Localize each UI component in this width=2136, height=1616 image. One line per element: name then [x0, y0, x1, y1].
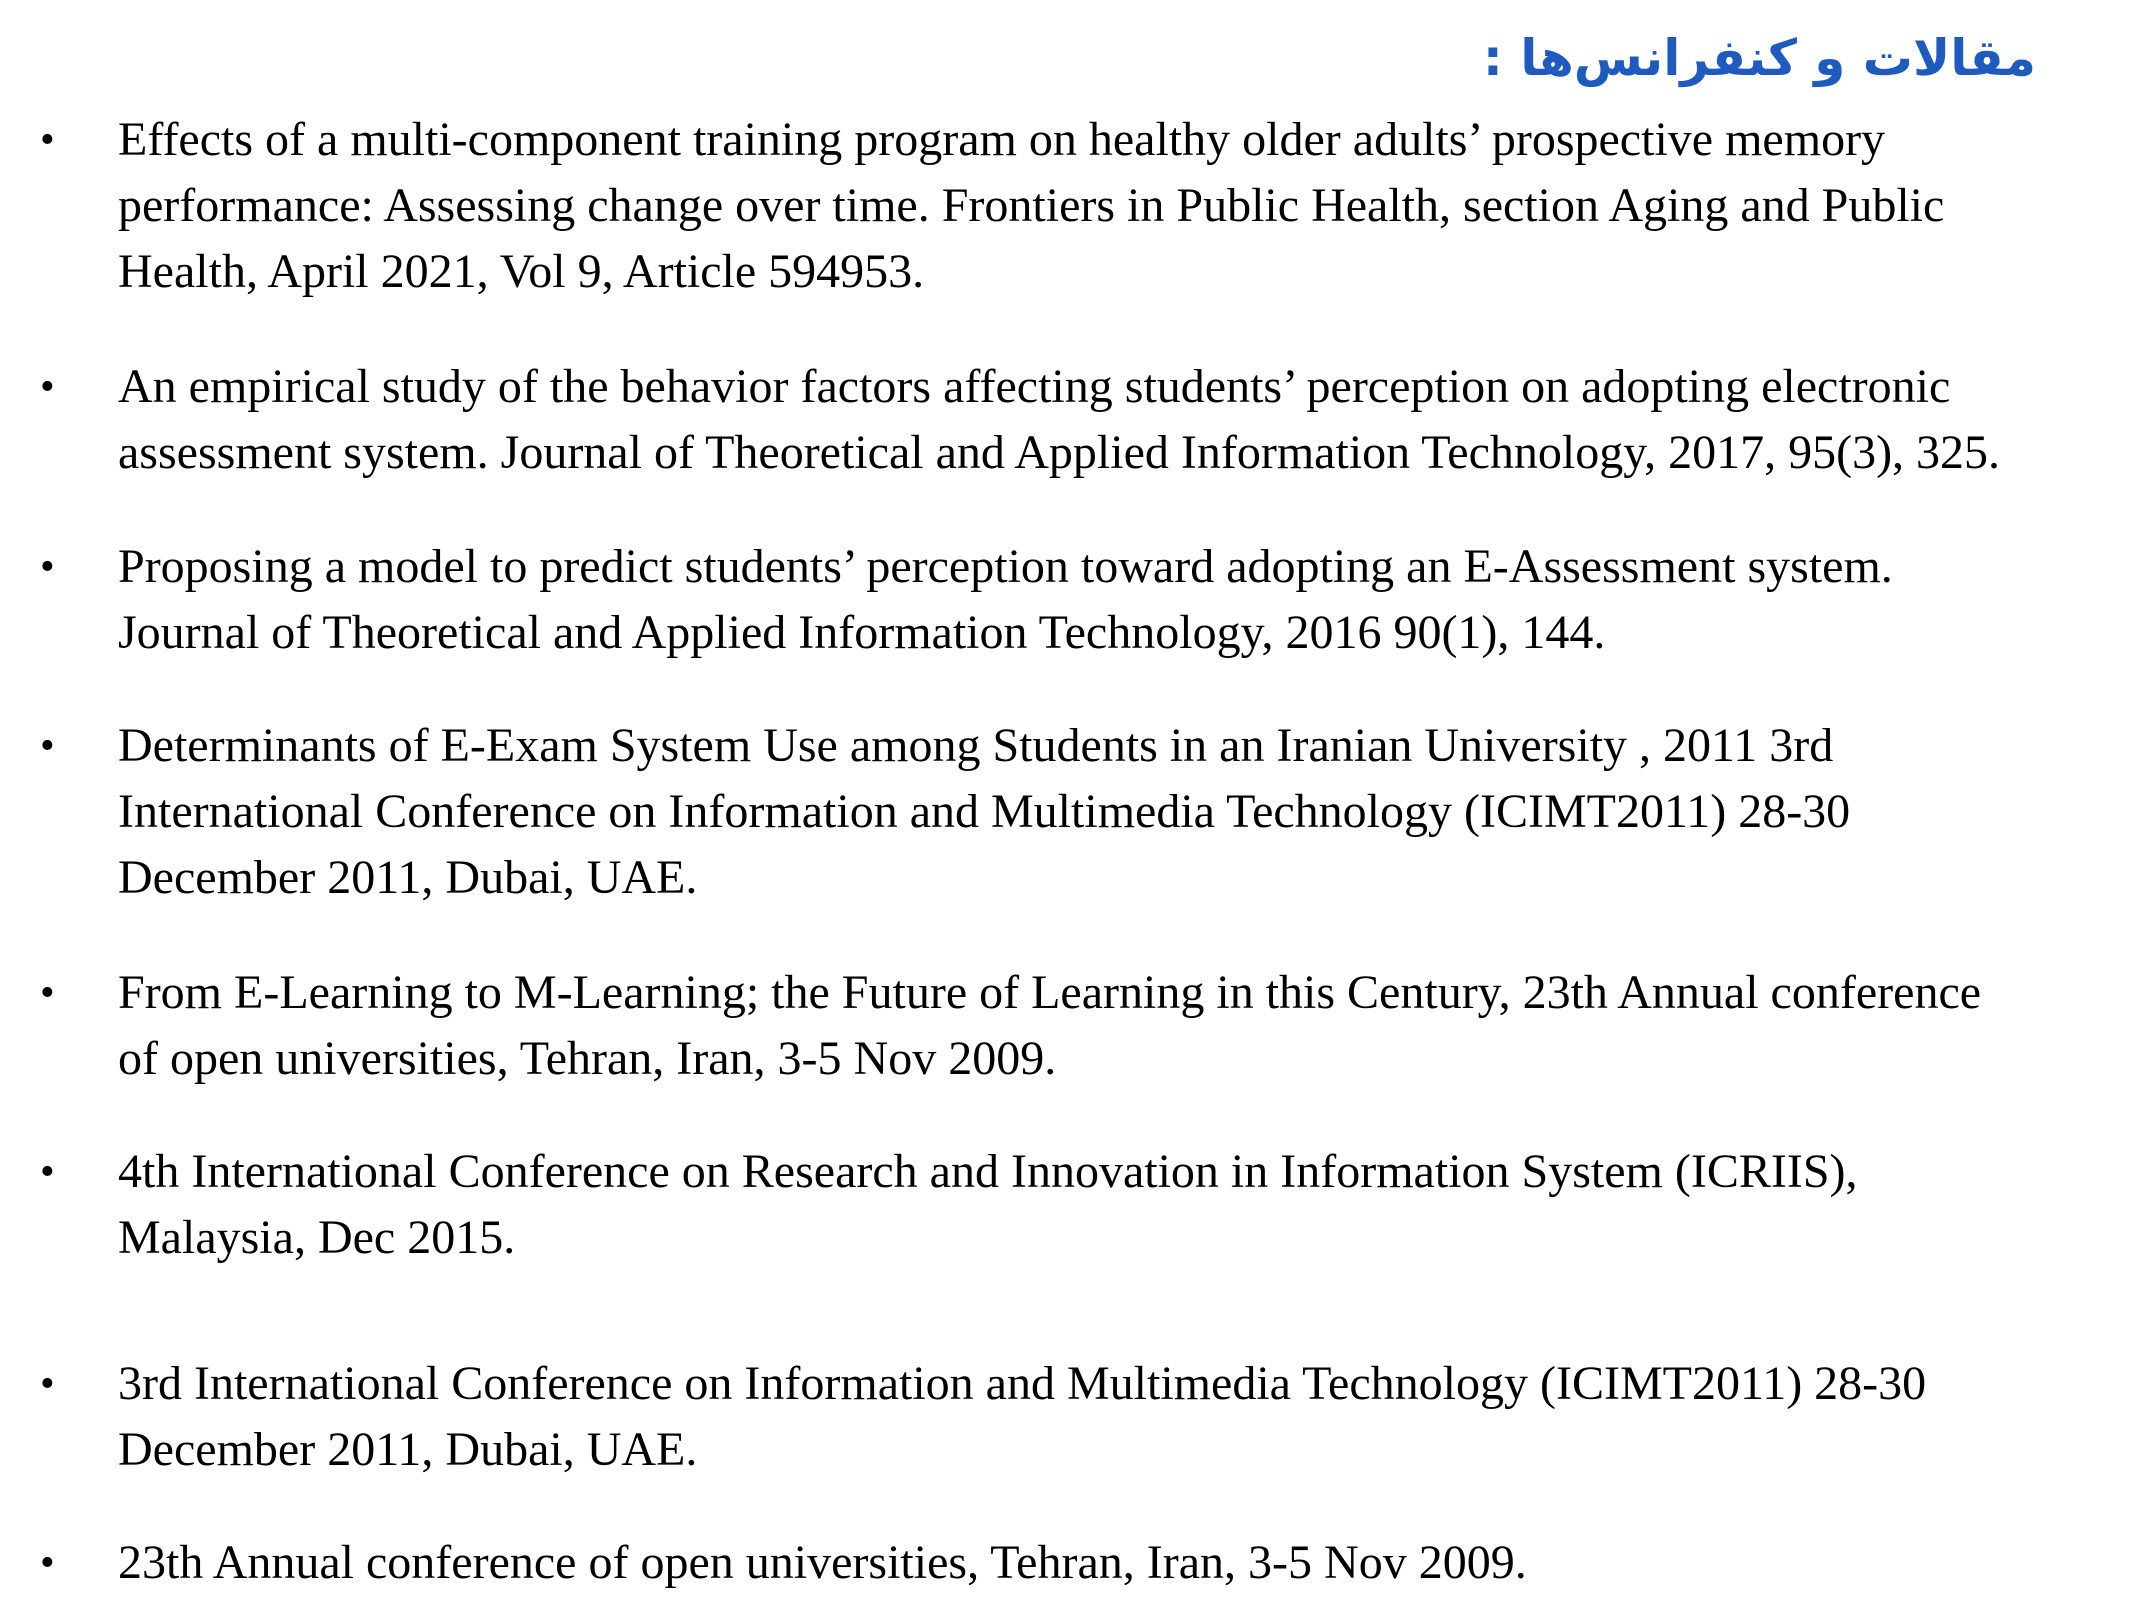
publication-item [40, 1351, 2118, 1483]
publication-line: Effects of a multi-component training program on healthy older adults’ prospective memory [118, 113, 1886, 166]
publication-item [40, 107, 2118, 305]
publication-item [40, 960, 2118, 1092]
section-heading: مقالات و کنفرانس‌ها : [1482, 29, 2036, 87]
publication-line: 3rd International Conference on Information and Multimedia Technology (ICIMT2011) 28-30 [118, 1357, 1927, 1410]
bullet-icon: • [40, 1361, 55, 1407]
publication-item [40, 1530, 2118, 1596]
publication-line: Health, April 2021, Vol 9, Article 594953. [118, 245, 925, 298]
publication-line: 23th Annual conference of open universities, Tehran, Iran, 3-5 Nov 2009. [118, 1536, 1527, 1589]
publication-line: December 2011, Dubai, UAE. [118, 1423, 698, 1476]
publication-item [40, 534, 2118, 666]
publication-line: Malaysia, Dec 2015. [118, 1211, 516, 1264]
publication-line: From E-Learning to M-Learning; the Future of Learning in this Century, 23th Annual conference [118, 966, 1982, 1019]
publication-line: assessment system. Journal of Theoretical and Applied Information Technology, 2017, 95(3), 325. [118, 426, 2001, 479]
publication-line: Proposing a model to predict students’ perception toward adopting an E-Assessment system. [118, 540, 1893, 593]
publication-line: 4th International Conference on Research and Innovation in Information System (ICRIIS), [118, 1145, 1858, 1198]
bullet-icon: • [40, 544, 55, 590]
bullet-icon: • [40, 723, 55, 769]
bullet-icon: • [40, 1540, 55, 1586]
bullet-icon: • [40, 1149, 55, 1195]
publication-line: Determinants of E-Exam System Use among Students in an Iranian University , 2011 3rd [118, 719, 1834, 772]
bullet-icon: • [40, 364, 55, 410]
bullet-icon: • [40, 970, 55, 1016]
publication-line: Journal of Theoretical and Applied Information Technology, 2016 90(1), 144. [118, 606, 1606, 659]
bullet-icon: • [40, 117, 55, 163]
publication-item [40, 1139, 2118, 1271]
publication-line: International Conference on Information and Multimedia Technology (ICIMT2011) 28-30 [118, 785, 1851, 838]
publication-item [40, 354, 2118, 486]
publication-line: of open universities, Tehran, Iran, 3-5 Nov 2009. [118, 1032, 1057, 1085]
publication-line: An empirical study of the behavior factors affecting students’ perception on adopting electronic [118, 360, 1951, 413]
publication-item [40, 713, 2118, 911]
publication-line: December 2011, Dubai, UAE. [118, 851, 698, 904]
publication-line: performance: Assessing change over time. Frontiers in Public Health, section Aging and Public [118, 179, 1945, 232]
